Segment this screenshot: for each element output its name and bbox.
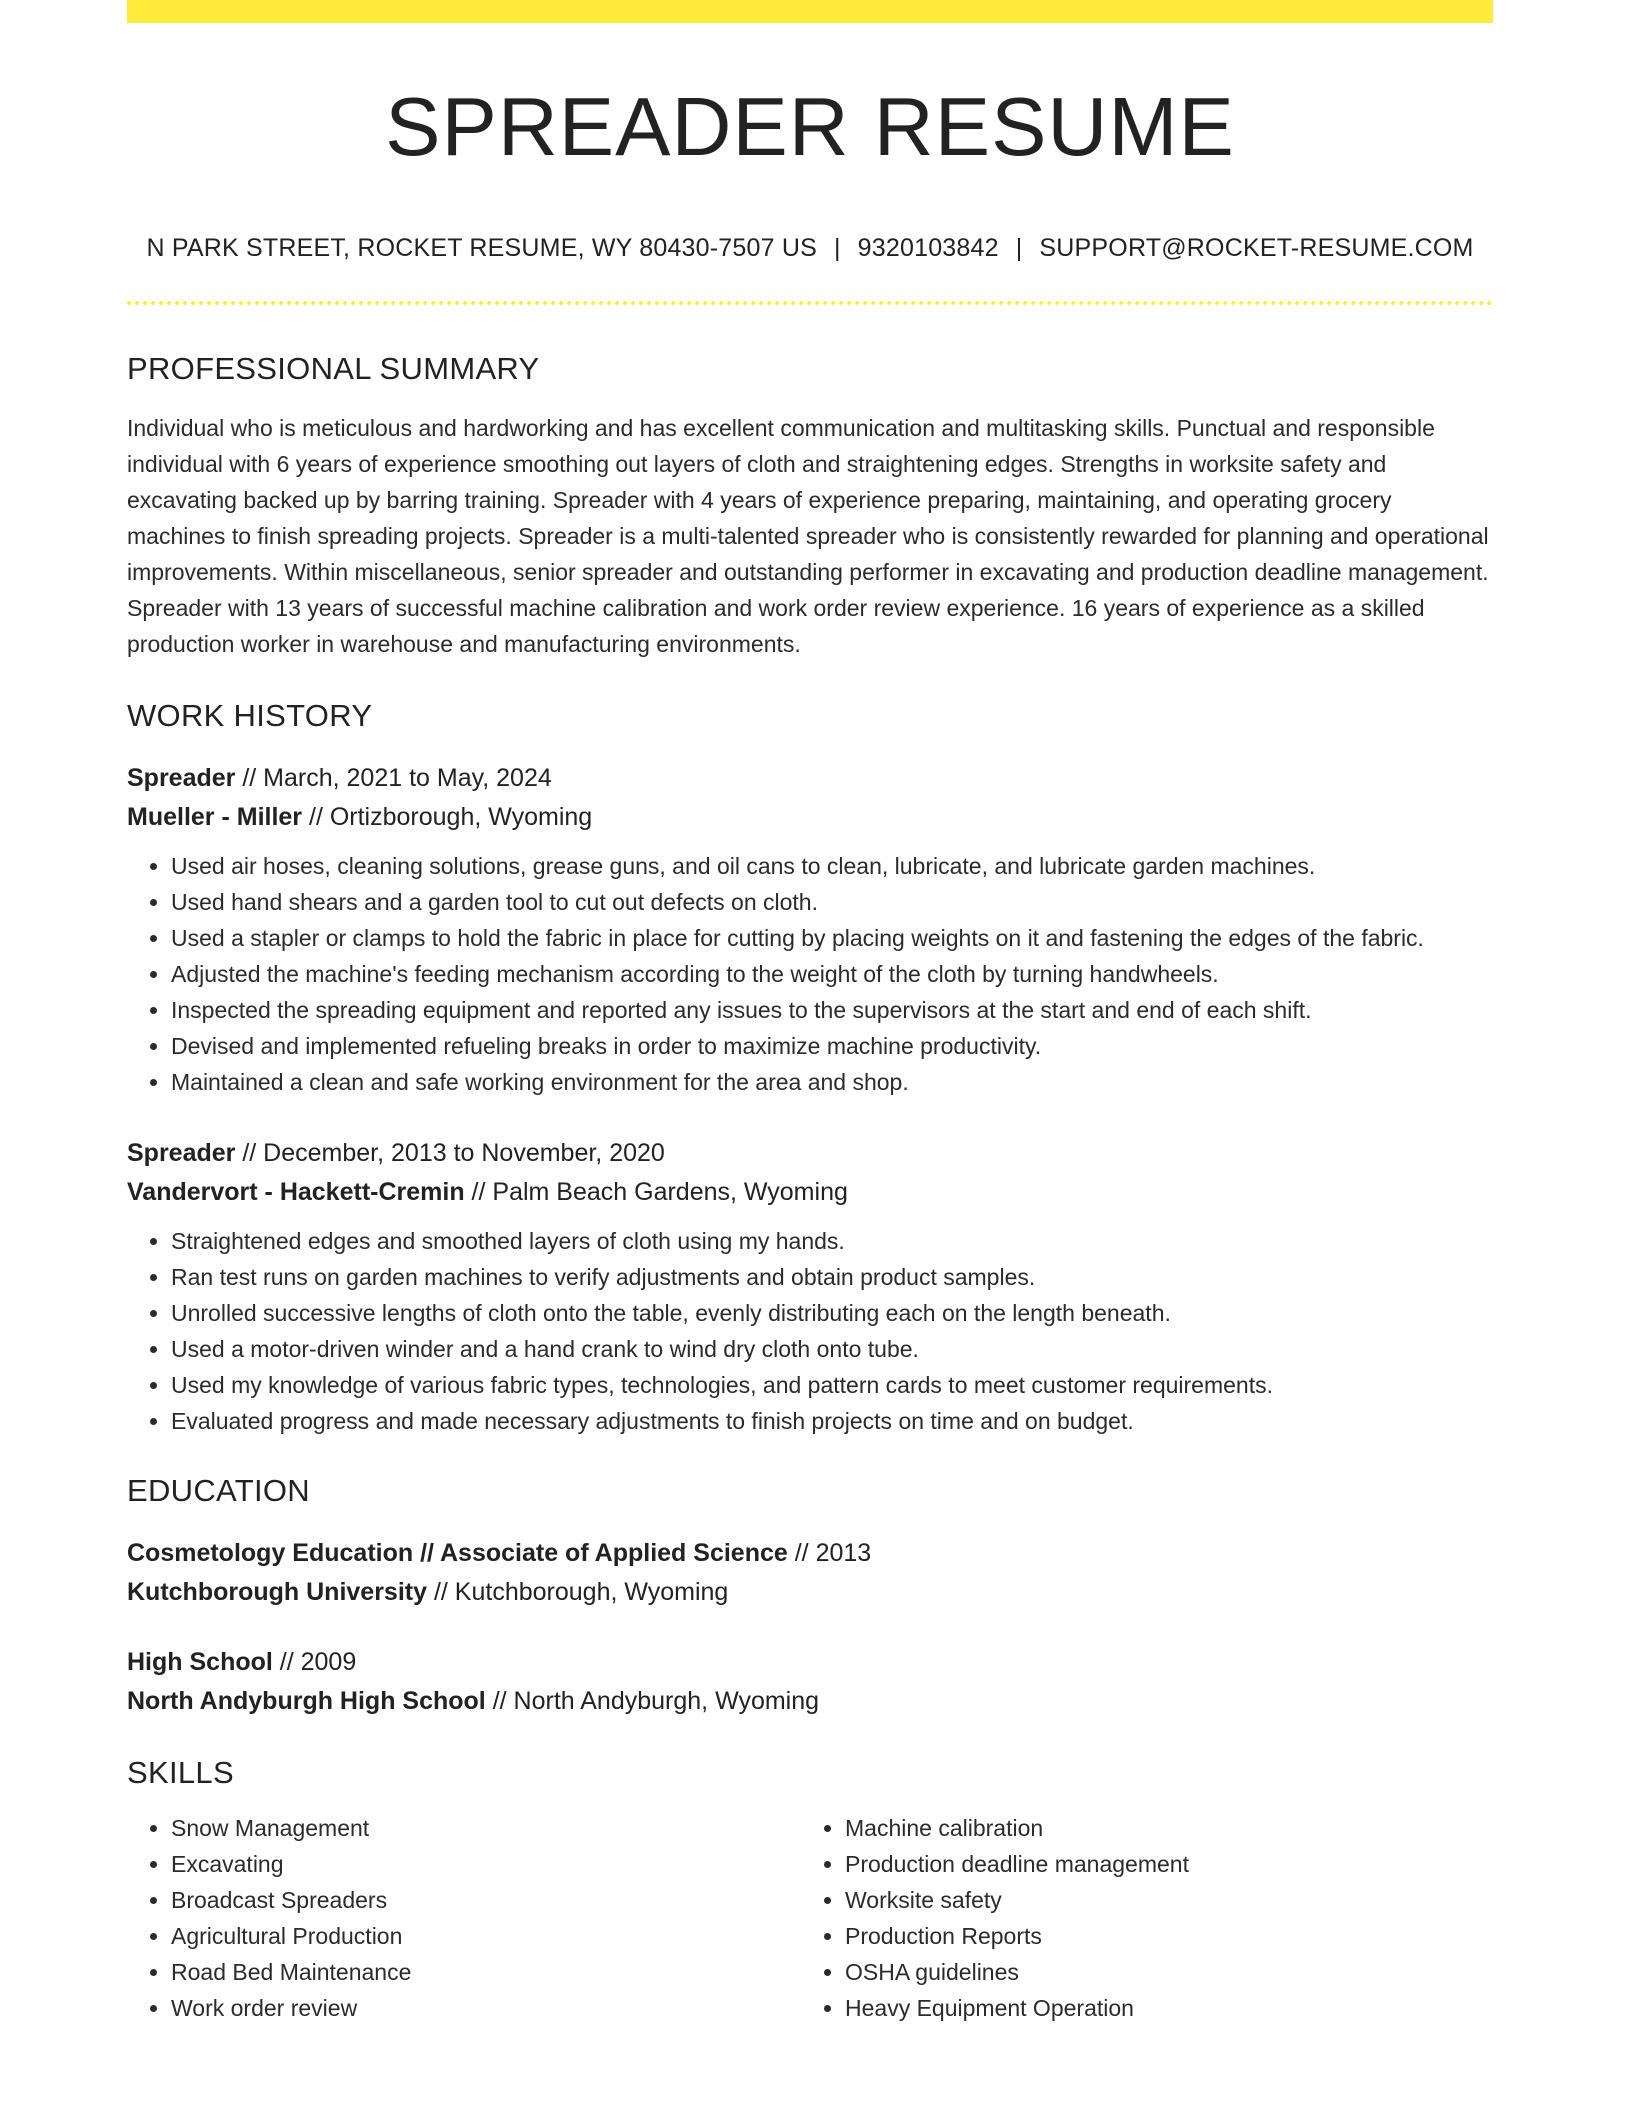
job-entry	[127, 1134, 1493, 1439]
education-heading: EDUCATION	[127, 1473, 310, 1508]
dotted-divider	[127, 301, 1493, 305]
education-entry	[127, 1534, 1493, 1612]
job-location: // Ortizborough, Wyoming	[302, 803, 593, 831]
job-bullet-list	[127, 848, 1493, 1100]
education-degree: Cosmetology Education // Associate of Applied Science	[127, 1539, 788, 1567]
skills-heading: SKILLS	[127, 1755, 234, 1790]
job-bullet: • Ran test runs on garden machines to verify adjustments and obtain product samples.	[171, 1259, 1493, 1295]
skills-columns	[127, 1810, 1493, 2026]
skills-list-left	[127, 1810, 801, 2026]
skill-item: • Machine calibration	[845, 1810, 1475, 1846]
education-degree-line	[127, 1643, 1493, 1682]
job-bullet: • Used my knowledge of various fabric types, technologies, and pattern cards to meet customer requirements.	[171, 1367, 1493, 1403]
education-degree: High School	[127, 1648, 273, 1676]
education-entry	[127, 1643, 1493, 1721]
job-bullet: • Maintained a clean and safe working environment for the area and shop.	[171, 1064, 1493, 1100]
skill-item: • Production Reports	[845, 1918, 1475, 1954]
job-role: Spreader	[127, 764, 236, 792]
skill-item: • Broadcast Spreaders	[171, 1882, 801, 1918]
education-year: // 2009	[272, 1648, 357, 1676]
contact-phone: 9320103842	[857, 234, 999, 262]
education-year: // 2013	[787, 1539, 872, 1567]
job-role: Spreader	[127, 1139, 236, 1167]
education-school-line	[127, 1682, 1493, 1721]
job-bullet: • Used hand shears and a garden tool to cut out defects on cloth.	[171, 884, 1493, 920]
accent-bar	[127, 0, 1493, 23]
job-dates: // December, 2013 to November, 2020	[235, 1139, 665, 1167]
job-bullet: • Used a motor-driven winder and a hand crank to wind dry cloth onto tube.	[171, 1331, 1493, 1367]
job-location: // Palm Beach Gardens, Wyoming	[464, 1178, 848, 1206]
job-role-line	[127, 1134, 1493, 1173]
job-bullet: • Straightened edges and smoothed layers of cloth using my hands.	[171, 1223, 1493, 1259]
job-bullet: • Evaluated progress and made necessary adjustments to finish projects on time and on budget.	[171, 1403, 1493, 1439]
job-company: Vandervort - Hackett-Cremin	[127, 1178, 465, 1206]
job-company: Mueller - Miller	[127, 803, 303, 831]
skill-item: • Heavy Equipment Operation	[845, 1990, 1475, 2026]
job-bullet: • Used a stapler or clamps to hold the fabric in place for cutting by placing weights on it and fastening the edges of the fabric.	[171, 920, 1493, 956]
job-bullet: • Devised and implemented refueling breaks in order to maximize machine productivity.	[171, 1028, 1493, 1064]
contact-email: SUPPORT@ROCKET-RESUME.COM	[1039, 234, 1474, 262]
job-bullet-list	[127, 1223, 1493, 1439]
job-bullet: • Unrolled successive lengths of cloth onto the table, evenly distributing each on the length beneath.	[171, 1295, 1493, 1331]
contact-separator: |	[1015, 234, 1023, 262]
skill-item: • Worksite safety	[845, 1882, 1475, 1918]
job-entry	[127, 759, 1493, 1100]
contact-line	[127, 236, 1493, 261]
summary-heading: PROFESSIONAL SUMMARY	[127, 351, 540, 386]
job-bullet: • Inspected the spreading equipment and reported any issues to the supervisors at the start and end of each shift.	[171, 992, 1493, 1028]
job-company-line	[127, 798, 1493, 837]
education-location: // North Andyburgh, Wyoming	[485, 1687, 820, 1715]
skill-item: • Road Bed Maintenance	[171, 1954, 801, 1990]
education-location: // Kutchborough, Wyoming	[427, 1578, 729, 1606]
summary-text: Individual who is meticulous and hardworking and has excellent communication and multitasking skills. Punctual and responsible individual with 6 years of experience smoothing out layers of cloth and straightening edges. Strengths in worksite safety and excavating backed up by barring training. Spreader with 4 years of experience preparing, maintaining, and operating grocery machines to finish spreading projects. Spreader is a multi-talented spreader who is consistently rewarded for planning and operational improvements. Within miscellaneous, senior spreader and outstanding performer in excavating and production deadline management. Spreader with 13 years of successful machine calibration and work order review experience. 16 years of experience as a skilled production worker in warehouse and manufacturing environments.	[127, 415, 1489, 657]
skill-item: • Excavating	[171, 1846, 801, 1882]
resume-page	[127, 0, 1493, 2026]
education-school: North Andyburgh High School	[127, 1687, 486, 1715]
skill-item: • Agricultural Production	[171, 1918, 801, 1954]
education-school: Kutchborough University	[127, 1578, 428, 1606]
job-bullet: • Used air hoses, cleaning solutions, grease guns, and oil cans to clean, lubricate, and lubricate garden machines.	[171, 848, 1493, 884]
skill-item: • Production deadline management	[845, 1846, 1475, 1882]
education-degree-line	[127, 1534, 1493, 1573]
work-history-heading: WORK HISTORY	[127, 698, 373, 733]
job-dates: // March, 2021 to May, 2024	[235, 764, 552, 792]
contact-separator: |	[833, 234, 841, 262]
skills-list-right	[801, 1810, 1475, 2026]
education-school-line	[127, 1573, 1493, 1612]
skill-item: • Work order review	[171, 1990, 801, 2026]
resume-title: SPREADER RESUME	[385, 80, 1235, 173]
skill-item: • Snow Management	[171, 1810, 801, 1846]
skill-item: • OSHA guidelines	[845, 1954, 1475, 1990]
job-bullet: • Adjusted the machine's feeding mechanism according to the weight of the cloth by turning handwheels.	[171, 956, 1493, 992]
job-company-line	[127, 1173, 1493, 1212]
job-role-line	[127, 759, 1493, 798]
contact-address: N PARK STREET, ROCKET RESUME, WY 80430-7507 US	[146, 234, 817, 262]
